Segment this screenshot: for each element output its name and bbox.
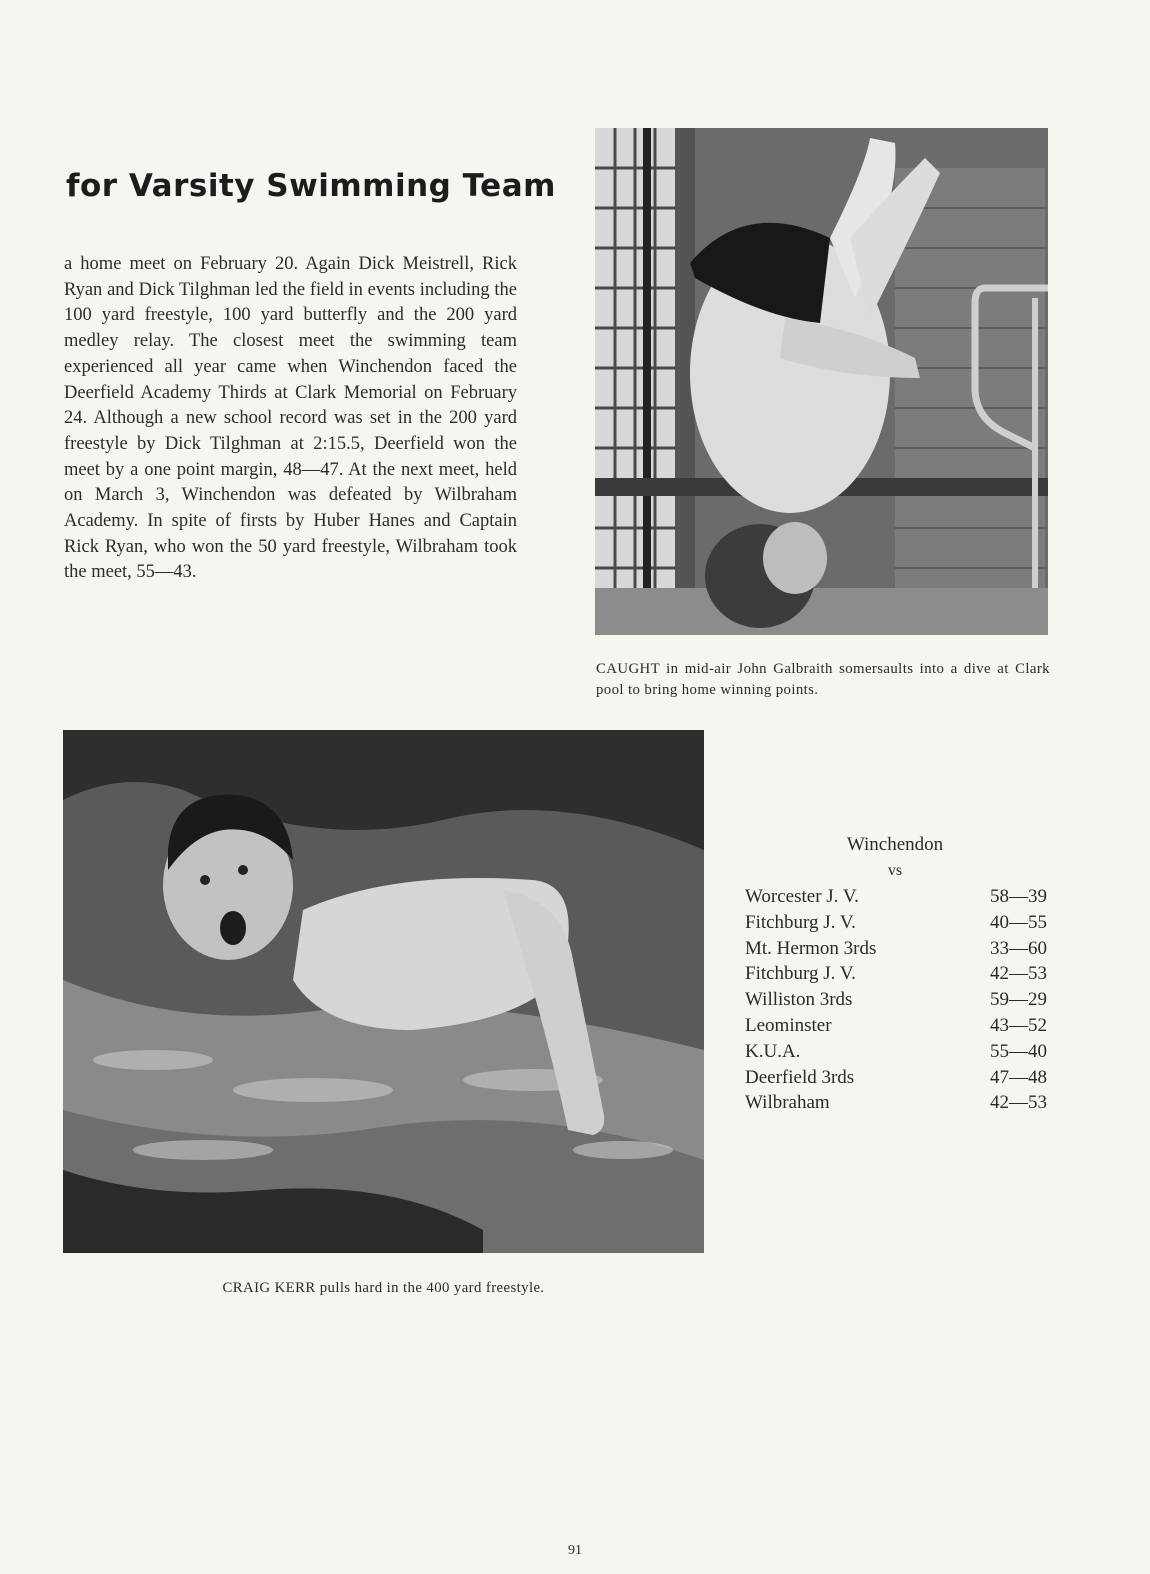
opponent-name: Worcester J. V. [745, 886, 859, 907]
diver-photo [595, 128, 1048, 635]
results-title: Winchendon [846, 834, 944, 855]
swimmer-photo [63, 730, 704, 1253]
diver-caption: CAUGHT in mid-air John Galbraith somersaults into a dive at Clark pool to bring home winning points. [596, 661, 1050, 698]
opponent-name: Fitchburg J. V. [745, 963, 856, 985]
results-row [745, 961, 1047, 987]
opponent-name: Williston 3rds [745, 989, 853, 1011]
meet-score: 42—53 [990, 1092, 1047, 1114]
results-subtitle: vs [887, 862, 903, 879]
opponent-name: Fitchburg J. V. [745, 911, 856, 933]
results-row [745, 987, 1047, 1013]
opponent-name: Deerfield 3rds [745, 1066, 855, 1088]
results-row [745, 936, 1047, 962]
page-number: 91 [568, 1543, 582, 1558]
opponent-name: Leominster [745, 1014, 832, 1036]
meet-score: 43—52 [990, 1014, 1047, 1036]
page-heading: for Varsity Swimming Team [66, 168, 556, 204]
results-row [745, 1065, 1047, 1091]
swimmer-caption: CRAIG KERR pulls hard in the 400 yard freestyle. [222, 1280, 545, 1296]
opponent-name: Wilbraham [745, 1092, 830, 1114]
meet-score: 55—40 [990, 1040, 1047, 1062]
article-body: a home meet on February 20. Again Dick Meistrell, Rick Ryan and Dick Tilghman led the field in events including the 100 yard freestyle, 100 yard butterfly and the 200 yard medley relay. The closest meet the swimming team experienced all year came when Winchendon faced the Deerfield Academy Thirds at Clark Memorial on February 24. Although a new school record was set in the 200 yard freestyle by Dick Tilghman at 2:15.5, Deerfield won the meet by a one point margin, 48—47. At the next meet, held on March 3, Winchendon was defeated by Wilbraham Academy. In spite of firsts by Huber Hanes and Captain Rick Ryan, who won the 50 yard freestyle, Wilbraham took the meet, 55—43. [64, 254, 517, 583]
meet-score: 42—53 [990, 963, 1047, 985]
meet-score: 40—55 [990, 911, 1047, 933]
opponent-name: K.U.A. [745, 1040, 801, 1062]
meet-score: 59—29 [990, 989, 1047, 1011]
results-row [745, 1090, 1047, 1116]
results-row [745, 1039, 1047, 1065]
meet-score: 33—60 [990, 937, 1047, 959]
results-row [745, 884, 1047, 910]
results-row [745, 1013, 1047, 1039]
results-row [745, 910, 1047, 936]
meet-score: 47—48 [990, 1066, 1047, 1088]
opponent-name: Mt. Hermon 3rds [745, 937, 877, 959]
meet-score: 58—39 [990, 886, 1047, 907]
results-table [745, 884, 1047, 1116]
